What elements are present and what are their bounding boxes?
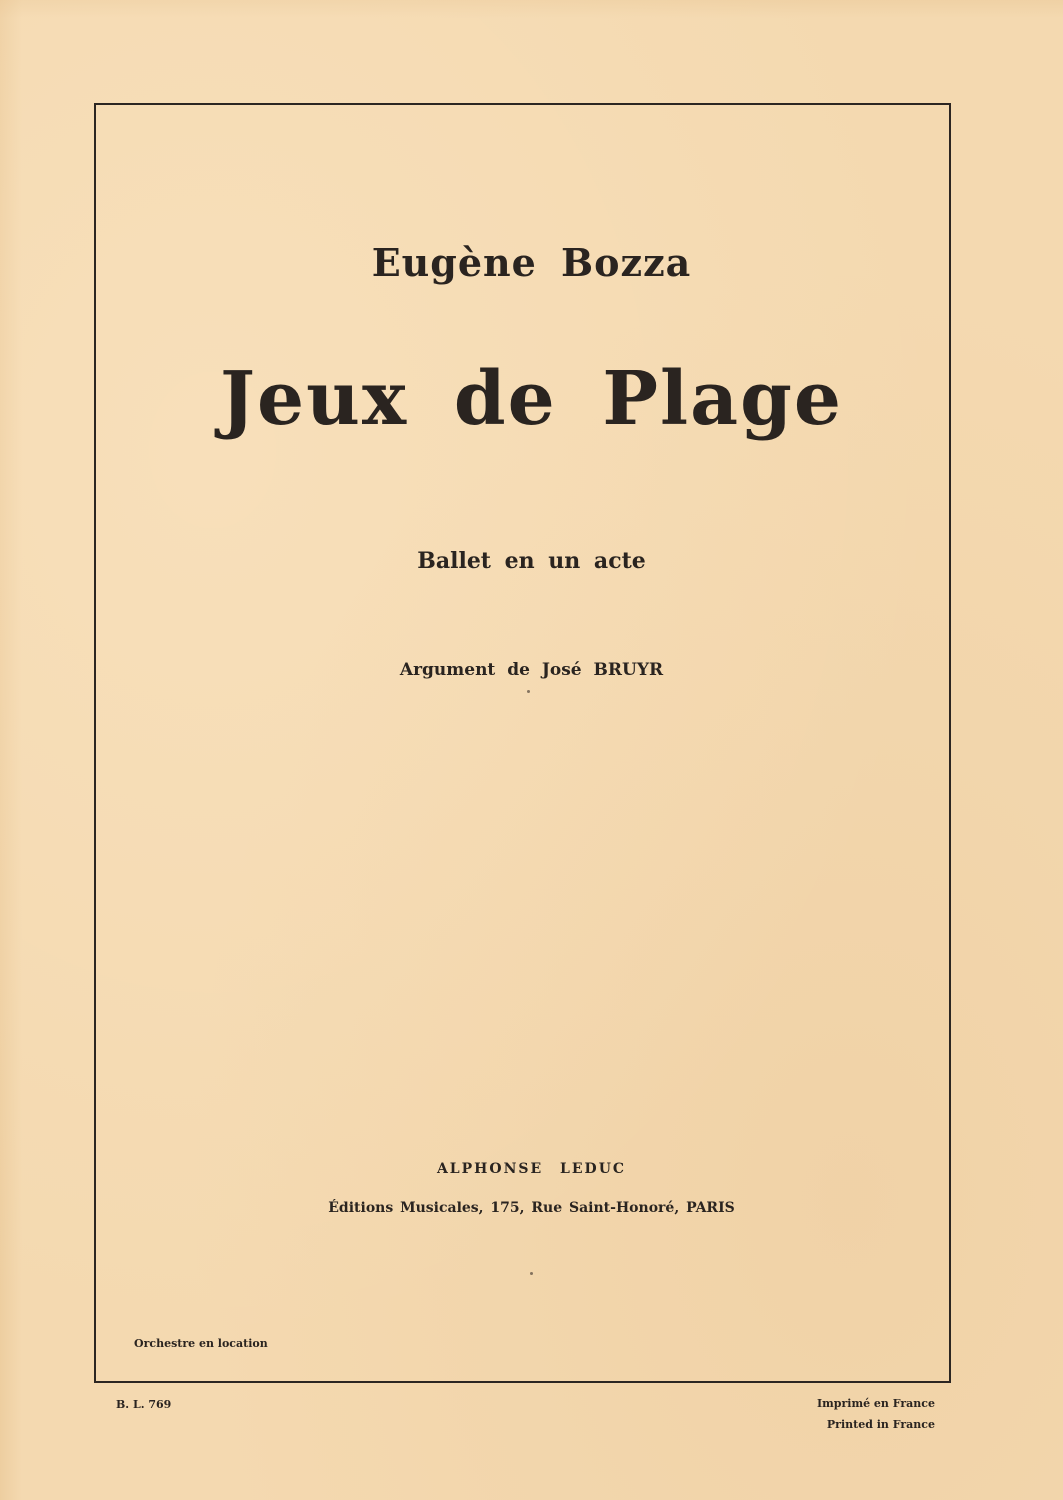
- cover-border: [94, 103, 951, 1383]
- publisher-name: ALPHONSE LEDUC: [436, 1161, 627, 1177]
- rental-note: Orchestre en location: [134, 1337, 268, 1350]
- work-subtitle: Ballet en un acte: [417, 548, 646, 574]
- argument-credit: Argument de José BRUYR: [399, 660, 664, 680]
- publisher-address: Éditions Musicales, 175, Rue Saint-Honoré, PARIS: [328, 1200, 735, 1216]
- work-title: Jeux de Plage: [220, 356, 843, 442]
- paper-speck: [530, 1272, 533, 1275]
- paper-speck: [527, 690, 530, 693]
- printed-in-france-fr: Imprimé en France: [817, 1397, 935, 1410]
- catalog-number: B. L. 769: [116, 1398, 172, 1411]
- composer-name: Eugène Bozza: [371, 240, 692, 285]
- printed-in-france-en: Printed in France: [826, 1418, 935, 1431]
